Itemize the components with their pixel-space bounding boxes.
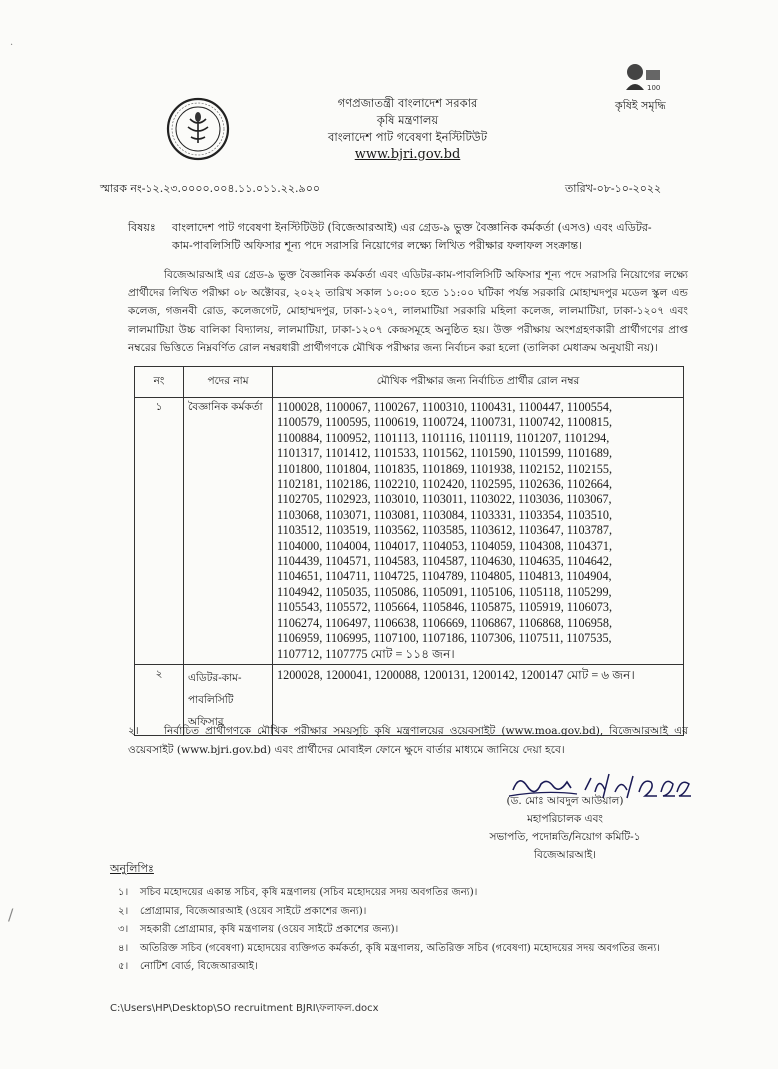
roll-line: 1106274, 1106497, 1106638, 1106669, 1106867, 1106868, 1106958,: [277, 615, 613, 630]
signatory-block: [470, 792, 660, 864]
list-text: সহকারী প্রোগ্রামার, কৃষি মন্ত্রণালয় (ওয়েব সাইটে প্রকাশের জন্য)।: [140, 924, 399, 936]
roll-line: 1101317, 1101412, 1101533, 1101562, 1101590, 1101599, 1101689,: [277, 446, 613, 461]
header-post: পদের নাম: [184, 367, 273, 398]
row-serial: ১: [135, 398, 184, 665]
signatory-org: বিজেআরআই।: [534, 849, 596, 861]
subject-label: বিষয়ঃ: [128, 221, 156, 234]
website-link[interactable]: www.bjri.gov.bd: [354, 147, 461, 162]
roll-line: 1100028, 1100067, 1100267, 1100310, 1100431, 1100447, 1100554,: [277, 400, 613, 414]
roll-line: 1102705, 1102923, 1103010, 1103011, 1103022, 1103036, 1103067,: [277, 492, 612, 507]
roll-line: 1104439, 1104571, 1104583, 1104587, 1104630, 1104635, 1104642,: [277, 554, 613, 569]
paragraph-text: নির্বাচিত প্রার্থীগণকে মৌখিক পরীক্ষার সময়সূচি কৃষি মন্ত্রণালয়ের ওয়েবসাইট (www.moa.gov.bd), বিজেআরআই এর ওয়েবসাইট (www.bjri.gov.bd) এবং প্রার্থীদের মোবাইল ফোনে ক্ষুদে বার্তার মাধ্যমে জানিয়ে দেয়া হবে।: [128, 725, 688, 756]
signatory-designation: মহাপরিচালক এবং: [527, 813, 603, 825]
roll-line: 1102181, 1102186, 1102210, 1102420, 1102595, 1102636, 1102664,: [277, 477, 613, 492]
scan-speck: ·: [10, 40, 14, 51]
row-post-line: এডিটর-কাম-: [188, 671, 242, 684]
roll-line: 1100579, 1100595, 1100619, 1100724, 1100731, 1100742, 1100815,: [277, 415, 613, 430]
list-number: ১।: [118, 887, 129, 898]
selected-candidates-table: [134, 366, 684, 736]
list-text: সচিব মহোদয়ের একান্ত সচিব, কৃষি মন্ত্রণালয় (সচিব মহোদয়ের সদয় অবগতির জন্য)।: [140, 887, 478, 898]
letter-date: তারিখ-০৮-১০-২০২২: [565, 182, 662, 195]
svg-text:100: 100: [647, 84, 661, 92]
header-serial: নং: [135, 367, 184, 398]
table-header-row: [135, 367, 684, 398]
roll-line: 1104651, 1104711, 1104725, 1104789, 1104805, 1104813, 1104904,: [277, 569, 612, 584]
list-item: [118, 940, 698, 959]
file-path-footer: C:\Users\HP\Desktop\SO recruitment BJRI\ফলাফল.docx: [110, 1003, 379, 1014]
list-item: [118, 921, 698, 940]
cc-title: অনুলিপিঃ: [110, 862, 154, 875]
roll-numbers-cell: [273, 398, 684, 665]
bjri-seal-logo: [166, 97, 230, 161]
institute-name: বাংলাদেশ পাট গবেষণা ইনস্টিটিউট: [328, 130, 487, 144]
ministry-name: কৃষি মন্ত্রণালয়: [376, 113, 439, 127]
list-item: [118, 884, 698, 903]
roll-line: 1104000, 1104004, 1104017, 1104053, 1104059, 1104308, 1104371,: [277, 538, 613, 553]
list-number: ৫।: [118, 961, 129, 973]
row-post-line: পাবলিসিটি অফিসার: [188, 693, 234, 728]
list-number: ৪।: [118, 942, 129, 954]
govt-name: গণপ্রজাতন্ত্রী বাংলাদেশ সরকার: [337, 96, 478, 110]
roll-line: 1106959, 1106995, 1107100, 1107186, 1107306, 1107511, 1107535,: [277, 631, 612, 646]
list-item: [118, 903, 698, 922]
list-text: প্রোগ্রামার, বিজেআরআই (ওয়েব সাইটে প্রকাশের জন্য)।: [140, 905, 367, 917]
roll-line: 1105543, 1105572, 1105664, 1105846, 1105875, 1105919, 1106073,: [277, 600, 613, 615]
list-text: নোটিশ বোর্ড, বিজেআরআই।: [140, 961, 258, 973]
table-row: [135, 398, 684, 665]
list-number: ২।: [118, 905, 129, 917]
body-paragraph-2: [128, 722, 688, 760]
roll-line: 1101800, 1101804, 1101835, 1101869, 1101938, 1102152, 1102155,: [277, 461, 613, 476]
roll-line: 1107712, 1107775 মোট = ১১৪ জন।: [277, 646, 455, 661]
roll-line: 1100884, 1100952, 1101113, 1101116, 1101119, 1101207, 1101294,: [277, 430, 610, 445]
signatory-committee: সভাপতি, পদোন্নতি/নিয়োগ কমিটি-১: [489, 831, 641, 843]
paragraph-number: ২।: [128, 725, 139, 737]
letterhead: [300, 95, 515, 163]
list-text: অতিরিক্ত সচিব (গবেষণা) মহোদয়ের ব্যক্তিগত কর্মকর্তা, কৃষি মন্ত্রণালয়, অতিরিক্ত সচিব (গবেষণা) মহোদয়ের সদয় অবগতির জন্য।: [140, 942, 661, 954]
row-serial: ২: [135, 664, 184, 735]
header-roll: মৌখিক পরীক্ষার জন্য নির্বাচিত প্রার্থীর রোল নম্বর: [273, 367, 684, 398]
signatory-name: (ড. মোঃ আবদুল আউয়াল): [506, 795, 624, 807]
roll-numbers-cell: 1200028, 1200041, 1200088, 1200131, 1200142, 1200147 মোট = ৬ জন।: [273, 664, 684, 735]
subject-text: বাংলাদেশ পাট গবেষণা ইনস্টিটিউট (বিজেআরআই) এর গ্রেড-৯ ভুক্ত বৈজ্ঞানিক কর্মকর্তা (এসও) এবং এডিটর-কাম-পাবলিসিটি অফিসার শূন্য পদে সরাসরি নিয়োগের লক্ষ্যে লিখিত পরীক্ষার ফলাফল সংক্রান্ত।: [172, 221, 652, 252]
mujib-year-logo: [622, 60, 662, 94]
memo-number: স্মারক নং-১২.২৩.০০০০.০০৪.১১.০১১.২২.৯০০: [100, 182, 320, 195]
roll-line: 1103068, 1103071, 1103081, 1103084, 1103331, 1103354, 1103510,: [277, 507, 613, 522]
scan-mark: /: [8, 905, 14, 924]
roll-line: 1103512, 1103519, 1103562, 1103585, 1103612, 1103647, 1103787,: [277, 523, 613, 538]
cc-list: [118, 884, 698, 977]
logo-caption: কৃষিই সমৃদ্ধি: [615, 99, 666, 112]
list-number: ৩।: [118, 924, 129, 936]
row-post: বৈজ্ঞানিক কর্মকর্তা: [184, 398, 273, 665]
list-item: [118, 958, 698, 977]
body-paragraph-1: বিজেআরআই এর গ্রেড-৯ ভুক্ত বৈজ্ঞানিক কর্মকর্তা এবং এডিটর-কাম-পাবলিসিটি অফিসার শূন্য পদে সরাসরি নিয়োগের লক্ষ্যে প্রার্থীদের লিখিত পরীক্ষা ০৮ অক্টোবর, ২০২২ তারিখ সকাল ১০:০০ হতে ১১:০০ ঘটিকা পর্যন্ত সরকারি মোহাম্মদপুর মডেল স্কুল এন্ড কলেজ, গজনবী রোড, কলেজগেট, মোহাম্মদপুর, ঢাকা-১২০৭, লালমাটিয়া সরকারি মহিলা কলেজ, লালমাটিয়া, ঢাকা-১২০৭ এবং লালমাটিয়া উচ্চ বালিকা বিদ্যালয়, লালমাটিয়া, ঢাকা-১২০৭ কেন্দ্রসমূহে অনুষ্ঠিত হয়। উক্ত পরীক্ষায় অংশগ্রহণকারী প্রার্থীগণের প্রাপ্ত নম্বরের ভিত্তিতে নিম্নবর্ণিত রোল নম্বরধারী প্রার্থীগণকে মৌখিক পরীক্ষার জন্য নির্বাচন করা হলো (তালিকা মেধাক্রম অনুযায়ী নয়)।: [128, 269, 688, 354]
roll-line: 1104942, 1105035, 1105086, 1105091, 1105106, 1105118, 1105299,: [277, 584, 612, 599]
